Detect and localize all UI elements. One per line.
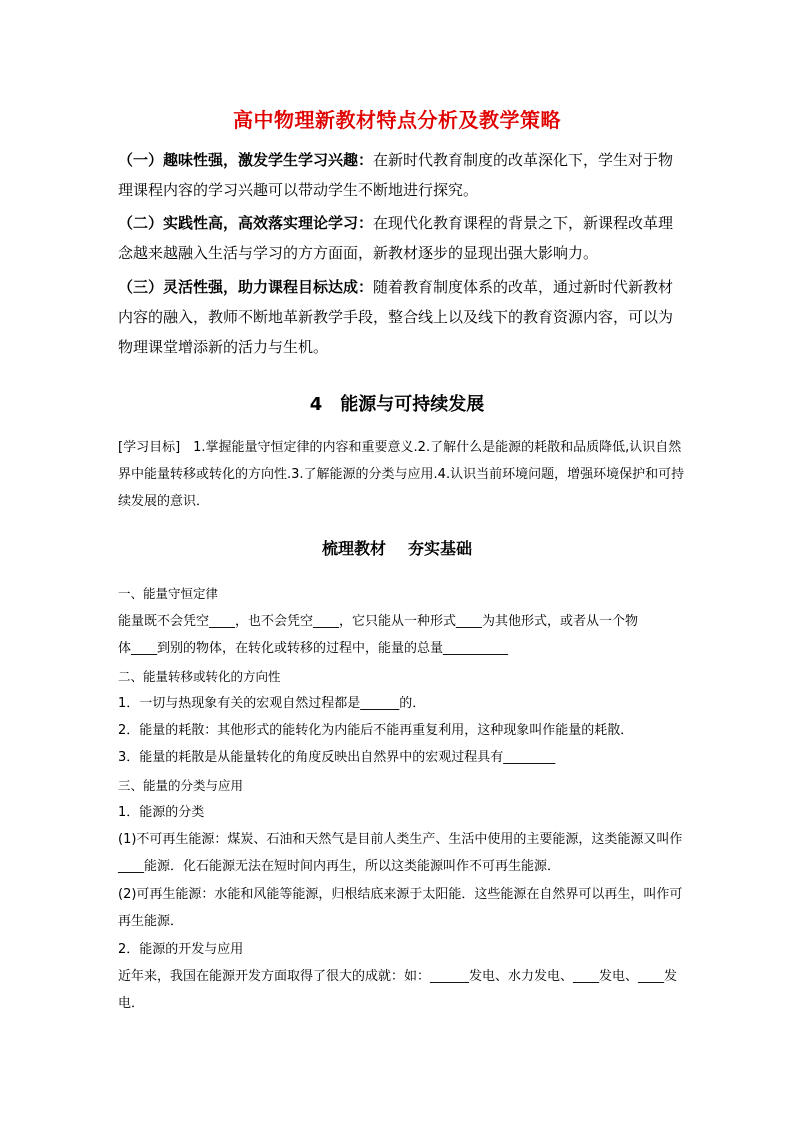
list-item: 1．一切与热现象有关的宏观自然过程都是______的． (118, 696, 426, 711)
paragraph: (2)可再生能源：水能和风能等能源，归根结底来源于太阳能．这些能源在自然界可以再生，叫作可再生能源． (118, 887, 683, 929)
chapter-number: 4 (309, 394, 323, 415)
feature-paragraph-2 (118, 208, 686, 268)
paragraph: (1)不可再生能源：煤炭、石油和天然气是目前人类生产、生活中使用的主要能源，这类能源又叫作____能源．化石能源无法在短时间内再生，所以这类能源叫作不可再生能源． (118, 832, 683, 874)
feature-heading: （二）实践性高，高效落实理论学习： (118, 214, 374, 232)
section-heading-3: 三、能量的分类与应用 (118, 778, 244, 793)
text-line: 体____到别的物体，在转化或转移的过程中，能量的总量__________ (118, 641, 509, 656)
chapter-name: 能源与可持续发展 (340, 394, 485, 415)
text-line: 能量既不会凭空____，也不会凭空____，它只能从一种形式____为其他形式，或者从一个物 (118, 614, 639, 629)
main-title: 高中物理新教材特点分析及教学策略 (233, 108, 561, 132)
feature-heading: （一）趣味性强，激发学生学习兴趣： (118, 151, 374, 169)
section-heading-1: 一、能量守恒定律 (118, 586, 219, 601)
list-item: 2．能量的耗散：其他形式的能转化为内能后不能再重复利用，这种现象叫作能量的耗散． (118, 723, 634, 738)
sub-heading: 1．能源的分类 (118, 805, 205, 820)
paragraph: 近年来，我国在能源开发方面取得了很大的成就：如：______发电、水力发电、____发电、____发电． (118, 969, 678, 1011)
subtitle-part-1: 梳理教材 (321, 539, 386, 558)
section-heading-2: 二、能量转移或转化的方向性 (118, 669, 281, 684)
learning-goals: [学习目标] 1.掌握能量守恒定律的内容和重要意义.2.了解什么是能源的耗散和品质降低,认识自然界中能量转移或转化的方向性.3.了解能源的分类与应用.4.认识当前环境问题，增强环境保护和可持续发展的意识． (118, 440, 685, 509)
feature-text: 在新时代教育制度的改革深化下，学生对于物理课程内容的学习兴趣可以带动学生不断地进行探究。 (118, 151, 674, 199)
chapter-title (0, 390, 794, 416)
feature-heading: （三）灵活性强，助力课程目标达成： (118, 278, 374, 296)
feature-text: 在现代化教育课程的背景之下，新课程改革理念越来越融入生活与学习的方方面面，新教材逐步的显现出强大影响力。 (118, 214, 674, 262)
subtitle-part-2: 夯实基础 (408, 539, 473, 558)
feature-text: 随着教育制度体系的改革，通过新时代新教材内容的融入，教师不断地革新教学手段，整合线上以及线下的教育资源内容，可以为物理课堂增添新的活力与生机。 (118, 278, 674, 356)
feature-paragraph-3 (118, 272, 686, 362)
section-subtitle (0, 536, 794, 559)
list-item: 3．能量的耗散是从能量转化的角度反映出自然界中的宏观过程具有________ (118, 750, 556, 765)
sub-heading: 2．能源的开发与应用 (118, 942, 244, 957)
feature-paragraph-1 (118, 145, 686, 205)
